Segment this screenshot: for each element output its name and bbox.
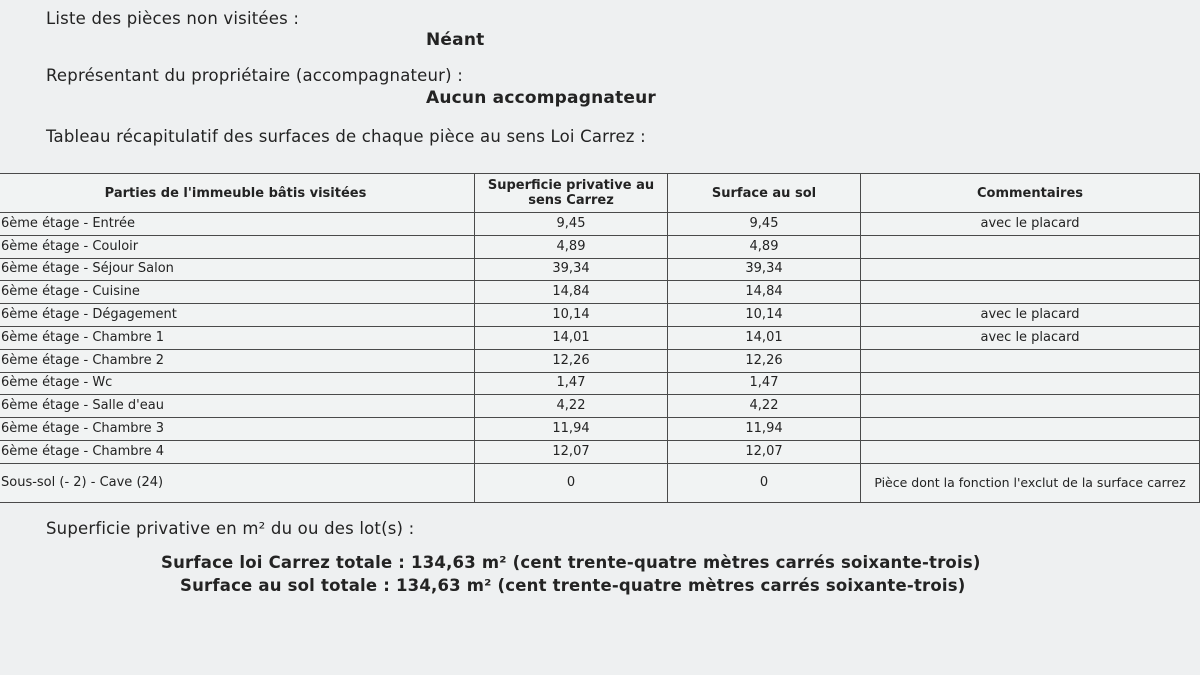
- table-header-row: [0, 174, 1200, 213]
- cell-sol: 14,84: [668, 281, 861, 304]
- cell-comment: avec le placard: [861, 304, 1200, 327]
- cell-carrez: 14,01: [475, 326, 668, 349]
- cell-carrez: 1,47: [475, 372, 668, 395]
- table-row: [0, 395, 1200, 418]
- cell-carrez: 39,34: [475, 258, 668, 281]
- carrez-total: Surface loi Carrez totale : 134,63 m² (cent trente-quatre mètres carrés soixante-trois): [161, 553, 981, 572]
- cell-carrez: 9,45: [475, 213, 668, 236]
- table-row: [0, 258, 1200, 281]
- header-sol: Surface au sol: [668, 174, 861, 213]
- non-visited-value: Néant: [426, 30, 485, 50]
- cell-comment: [861, 258, 1200, 281]
- cell-part: 6ème étage - Entrée: [0, 213, 475, 236]
- header-comments: Commentaires: [861, 174, 1200, 213]
- cell-carrez: 4,89: [475, 235, 668, 258]
- cell-comment: [861, 349, 1200, 372]
- cell-sol: 4,89: [668, 235, 861, 258]
- table-row: [0, 304, 1200, 327]
- cell-sol: 14,01: [668, 326, 861, 349]
- cell-sol: 4,22: [668, 395, 861, 418]
- cell-comment: avec le placard: [861, 213, 1200, 236]
- cell-carrez: 14,84: [475, 281, 668, 304]
- table-row: [0, 281, 1200, 304]
- cell-comment: [861, 235, 1200, 258]
- header-carrez: Superficie privative au sens Carrez: [475, 174, 668, 213]
- cell-carrez: 12,07: [475, 440, 668, 463]
- cell-carrez: 4,22: [475, 395, 668, 418]
- cell-carrez: 12,26: [475, 349, 668, 372]
- cell-comment: [861, 418, 1200, 441]
- cell-part: 6ème étage - Séjour Salon: [0, 258, 475, 281]
- cell-part: 6ème étage - Dégagement: [0, 304, 475, 327]
- cell-sol: 12,07: [668, 440, 861, 463]
- cell-sol: 39,34: [668, 258, 861, 281]
- cell-comment: [861, 395, 1200, 418]
- cell-part: 6ème étage - Chambre 4: [0, 440, 475, 463]
- cell-part: 6ème étage - Chambre 3: [0, 418, 475, 441]
- sol-total: Surface au sol totale : 134,63 m² (cent trente-quatre mètres carrés soixante-trois): [180, 576, 966, 595]
- table-row: [0, 418, 1200, 441]
- table-row: [0, 463, 1200, 502]
- table-row: [0, 372, 1200, 395]
- cell-part: 6ème étage - Cuisine: [0, 281, 475, 304]
- table-intro: Tableau récapitulatif des surfaces de chaque pièce au sens Loi Carrez :: [46, 127, 646, 146]
- cell-comment: Pièce dont la fonction l'exclut de la surface carrez: [861, 463, 1200, 502]
- cell-part: 6ème étage - Chambre 1: [0, 326, 475, 349]
- cell-comment: [861, 372, 1200, 395]
- table-row: [0, 235, 1200, 258]
- header-parts: Parties de l'immeuble bâtis visitées: [0, 174, 475, 213]
- cell-sol: 1,47: [668, 372, 861, 395]
- cell-part: 6ème étage - Chambre 2: [0, 349, 475, 372]
- cell-sol: 10,14: [668, 304, 861, 327]
- table-row: [0, 326, 1200, 349]
- cell-sol: 9,45: [668, 213, 861, 236]
- table-row: [0, 349, 1200, 372]
- summary-label: Superficie privative en m² du ou des lot(s) :: [46, 519, 415, 538]
- cell-sol: 11,94: [668, 418, 861, 441]
- table-row: [0, 213, 1200, 236]
- cell-part: 6ème étage - Couloir: [0, 235, 475, 258]
- non-visited-label: Liste des pièces non visitées :: [46, 9, 300, 28]
- cell-carrez: 10,14: [475, 304, 668, 327]
- cell-comment: [861, 440, 1200, 463]
- cell-sol: 12,26: [668, 349, 861, 372]
- cell-sol: 0: [668, 463, 861, 502]
- table-row: [0, 440, 1200, 463]
- cell-carrez: 0: [475, 463, 668, 502]
- cell-part: 6ème étage - Salle d'eau: [0, 395, 475, 418]
- surfaces-table: [0, 173, 1200, 503]
- representative-value: Aucun accompagnateur: [426, 88, 657, 108]
- representative-label: Représentant du propriétaire (accompagnateur) :: [46, 66, 464, 85]
- cell-part: Sous-sol (- 2) - Cave (24): [0, 463, 475, 502]
- cell-part: 6ème étage - Wc: [0, 372, 475, 395]
- cell-comment: avec le placard: [861, 326, 1200, 349]
- cell-carrez: 11,94: [475, 418, 668, 441]
- cell-comment: [861, 281, 1200, 304]
